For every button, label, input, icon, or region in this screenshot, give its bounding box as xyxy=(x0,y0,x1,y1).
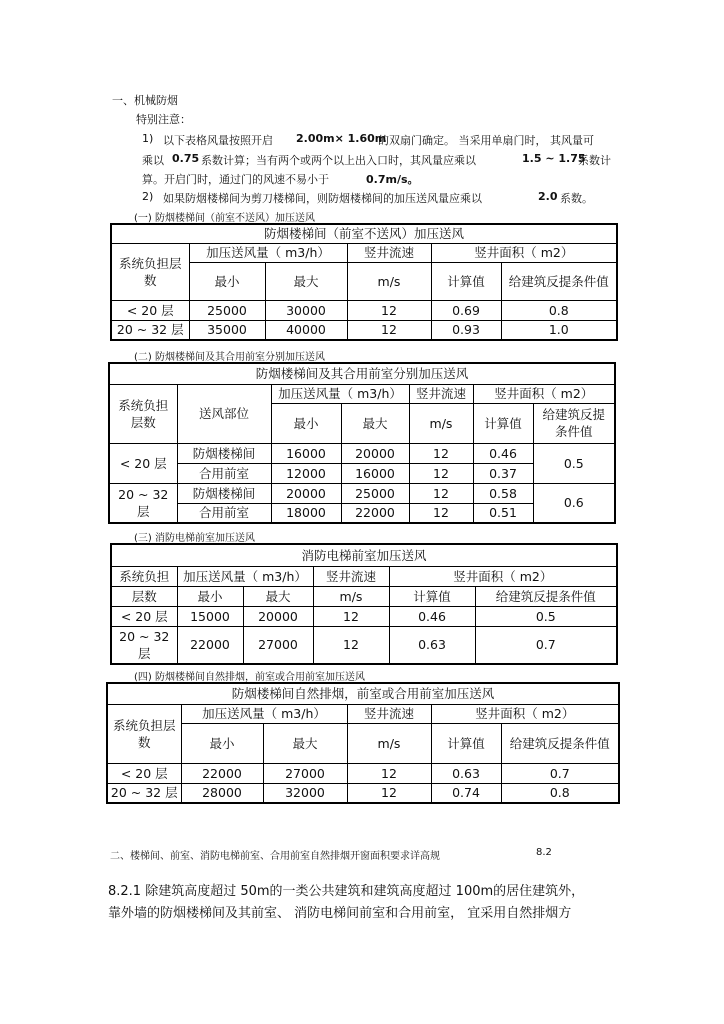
table3-cell-velocity: 12 xyxy=(313,626,389,664)
table4-cell-velocity: 12 xyxy=(347,783,431,803)
table2-caption: (二) 防烟楼梯间及其合用前室分别加压送风 xyxy=(134,352,325,363)
table1-header-calc: 计算值 xyxy=(431,262,501,300)
table2-group-layers: 20 ~ 32 层 xyxy=(109,483,177,523)
table3-cell-max: 20000 xyxy=(243,606,313,626)
table4 xyxy=(106,682,620,804)
table2-header-layers: 系统负担层数 xyxy=(109,384,177,443)
table2-header-min: 最小 xyxy=(271,403,341,443)
table2-cell-location: 合用前室 xyxy=(177,463,271,483)
table1-cell-layers: < 20 层 xyxy=(111,300,189,320)
note2-factor: 2.0 xyxy=(538,190,558,203)
table2-cell-velocity: 12 xyxy=(409,503,473,523)
table2-cell-calc: 0.51 xyxy=(473,503,533,523)
table-row xyxy=(109,443,615,463)
table1-cell-velocity: 12 xyxy=(347,300,431,320)
table1-cell-velocity: 12 xyxy=(347,320,431,340)
table2-header-velocity: 竖井流速 xyxy=(409,384,473,403)
table3-cell-calc: 0.46 xyxy=(389,606,475,626)
table1-cell-min: 25000 xyxy=(189,300,265,320)
table3-header-unit: m/s xyxy=(313,586,389,606)
table2-cell-velocity: 12 xyxy=(409,443,473,463)
note1-line3-a: 算。开启门时，通过门的风速不易小于 xyxy=(142,173,329,186)
table1-title: 防烟楼梯间（前室不送风）加压送风 xyxy=(111,224,617,243)
section2-paragraph-line2: 靠外墙的防烟楼梯间及其前室、 消防电梯间前室和合用前室， 宜采用自然排烟方 xyxy=(108,906,572,921)
table3-header-max: 最大 xyxy=(243,586,313,606)
table2-cell-velocity: 12 xyxy=(409,463,473,483)
table4-cell-given: 0.7 xyxy=(501,763,619,783)
table4-header-airflow: 加压送风量（ m3/h） xyxy=(181,704,347,723)
table1-caption: (一) 防烟楼梯间（前室不送风）加压送风 xyxy=(134,213,315,224)
note1-factor: 0.75 xyxy=(172,152,200,165)
table4-header-area: 竖井面积（ m2） xyxy=(431,704,619,723)
table1-header-airflow: 加压送风量（ m3/h） xyxy=(189,243,347,262)
table1-cell-max: 30000 xyxy=(265,300,347,320)
table1-cell-given: 0.8 xyxy=(501,300,617,320)
table4-title: 防烟楼梯间自然排烟，前室或合用前室加压送风 xyxy=(107,683,619,704)
table-row xyxy=(109,483,615,503)
note1-text-a: 以下表格风量按照开启 xyxy=(163,134,273,147)
table3-cell-given: 0.5 xyxy=(475,606,617,626)
table2-group-layers: < 20 层 xyxy=(109,443,177,483)
table-row xyxy=(107,763,619,783)
table-row xyxy=(111,606,617,626)
table3-cell-layers: 20 ~ 32 层 xyxy=(111,626,177,664)
table3 xyxy=(110,543,618,665)
table2-cell-velocity: 12 xyxy=(409,483,473,503)
table1-header-min: 最小 xyxy=(189,262,265,300)
note2-text-c: 系数。 xyxy=(560,192,593,205)
section2-heading: 二、楼梯间、前室、消防电梯前室、合用前室自然排烟开窗面积要求详高规 xyxy=(110,851,440,862)
table2-cell-location: 防烟楼梯间 xyxy=(177,443,271,463)
note1-text-c: 的双扇门确定。 当采用单扇门时， 其风量可 xyxy=(378,134,594,147)
table2-cell-min: 18000 xyxy=(271,503,341,523)
table3-cell-min: 22000 xyxy=(177,626,243,664)
note2-text-a: 如果防烟楼梯间为剪刀楼梯间，则防烟楼梯间的加压送风量应乘以 xyxy=(163,192,482,205)
table3-title: 消防电梯前室加压送风 xyxy=(111,544,617,566)
note1-number: 1) xyxy=(142,132,154,145)
table3-cell-given: 0.7 xyxy=(475,626,617,664)
table-row xyxy=(111,626,617,664)
table2-cell-min: 16000 xyxy=(271,443,341,463)
section1-heading: 一、机械防烟 xyxy=(112,94,178,107)
table1-header-layers: 系统负担层数 xyxy=(111,243,189,300)
table3-header-velocity: 竖井流速 xyxy=(313,566,389,586)
table3-header-area: 竖井面积（ m2） xyxy=(389,566,617,586)
table3-cell-max: 27000 xyxy=(243,626,313,664)
table2-title: 防烟楼梯间及其合用前室分别加压送风 xyxy=(109,363,615,384)
table2-cell-max: 16000 xyxy=(341,463,409,483)
note1-velocity: 0.7m/s。 xyxy=(366,173,419,186)
table3-cell-layers: < 20 层 xyxy=(111,606,177,626)
table3-header-calc: 计算值 xyxy=(389,586,475,606)
table4-header-unit: m/s xyxy=(347,723,431,763)
table2-cell-max: 20000 xyxy=(341,443,409,463)
table3-header-layers-2: 层数 xyxy=(111,586,177,606)
table4-cell-layers: < 20 层 xyxy=(107,763,181,783)
table1-cell-layers: 20 ~ 32 层 xyxy=(111,320,189,340)
table2-header-calc: 计算值 xyxy=(473,403,533,443)
table2-cell-calc: 0.37 xyxy=(473,463,533,483)
note1-factor-range: 1.5 ~ 1.75 xyxy=(522,152,586,165)
table2-header-location: 送风部位 xyxy=(177,384,271,443)
table3-cell-velocity: 12 xyxy=(313,606,389,626)
table-row xyxy=(111,300,617,320)
table4-cell-calc: 0.63 xyxy=(431,763,501,783)
table1-header-velocity: 竖井流速 xyxy=(347,243,431,262)
table1-header-max: 最大 xyxy=(265,262,347,300)
table4-cell-given: 0.8 xyxy=(501,783,619,803)
table2-cell-calc: 0.46 xyxy=(473,443,533,463)
table4-cell-max: 32000 xyxy=(263,783,347,803)
table4-cell-max: 27000 xyxy=(263,763,347,783)
table2-cell-location: 合用前室 xyxy=(177,503,271,523)
note-title: 特别注意： xyxy=(136,113,191,126)
table2-cell-given: 0.5 xyxy=(533,443,615,483)
table4-cell-velocity: 12 xyxy=(347,763,431,783)
table4-header-velocity: 竖井流速 xyxy=(347,704,431,723)
table2-cell-calc: 0.58 xyxy=(473,483,533,503)
table4-header-given: 给建筑反提条件值 xyxy=(501,723,619,763)
table3-header-min: 最小 xyxy=(177,586,243,606)
table2-header-max: 最大 xyxy=(341,403,409,443)
table2-cell-min: 20000 xyxy=(271,483,341,503)
table4-cell-min: 28000 xyxy=(181,783,263,803)
table1-cell-calc: 0.69 xyxy=(431,300,501,320)
table2-cell-location: 防烟楼梯间 xyxy=(177,483,271,503)
table3-header-layers: 系统负担 xyxy=(111,566,177,586)
section2-paragraph-line1: 8.2.1 除建筑高度超过 50m的一类公共建筑和建筑高度超过 100m的居住建筑外， xyxy=(108,884,585,899)
table4-caption: (四) 防烟楼梯间自然排烟，前室或合用前室加压送风 xyxy=(134,672,365,683)
table4-cell-layers: 20 ~ 32 层 xyxy=(107,783,181,803)
table2-header-airflow: 加压送风量（ m3/h） xyxy=(271,384,409,403)
table4-header-layers: 系统负担层数 xyxy=(107,704,181,763)
table3-cell-min: 15000 xyxy=(177,606,243,626)
table2-cell-given: 0.6 xyxy=(533,483,615,523)
table1-cell-calc: 0.93 xyxy=(431,320,501,340)
table1-header-given: 给建筑反提条件值 xyxy=(501,262,617,300)
note1-line2-c: 系数计算；当有两个或两个以上出入口时，其风量应乘以 xyxy=(201,154,476,167)
table1 xyxy=(110,223,618,341)
table4-header-calc: 计算值 xyxy=(431,723,501,763)
table2-header-given: 给建筑反提条件值 xyxy=(533,403,615,443)
table2-cell-max: 22000 xyxy=(341,503,409,523)
table1-header-unit: m/s xyxy=(347,262,431,300)
table1-cell-max: 40000 xyxy=(265,320,347,340)
table4-cell-calc: 0.74 xyxy=(431,783,501,803)
note2-number: 2) xyxy=(142,190,154,203)
table4-header-min: 最小 xyxy=(181,723,263,763)
table1-header-area: 竖井面积（ m2） xyxy=(431,243,617,262)
note1-door-size: 2.00m× 1.60m xyxy=(296,132,387,145)
section2-reference: 8.2 xyxy=(536,847,552,858)
table3-header-airflow: 加压送风量（ m3/h） xyxy=(177,566,313,586)
table1-cell-given: 1.0 xyxy=(501,320,617,340)
table3-header-given: 给建筑反提条件值 xyxy=(475,586,617,606)
table2-cell-max: 25000 xyxy=(341,483,409,503)
table2 xyxy=(108,362,616,524)
table3-caption: (三) 消防电梯前室加压送风 xyxy=(134,533,255,544)
table-row xyxy=(107,783,619,803)
table2-header-area: 竖井面积（ m2） xyxy=(473,384,615,403)
note1-line2-e: 系数计 xyxy=(578,154,611,167)
note1-line2-a: 乘以 xyxy=(142,154,164,167)
table2-cell-min: 12000 xyxy=(271,463,341,483)
table4-header-max: 最大 xyxy=(263,723,347,763)
table3-cell-calc: 0.63 xyxy=(389,626,475,664)
table1-cell-min: 35000 xyxy=(189,320,265,340)
table4-cell-min: 22000 xyxy=(181,763,263,783)
table-row xyxy=(111,320,617,340)
table2-header-unit: m/s xyxy=(409,403,473,443)
